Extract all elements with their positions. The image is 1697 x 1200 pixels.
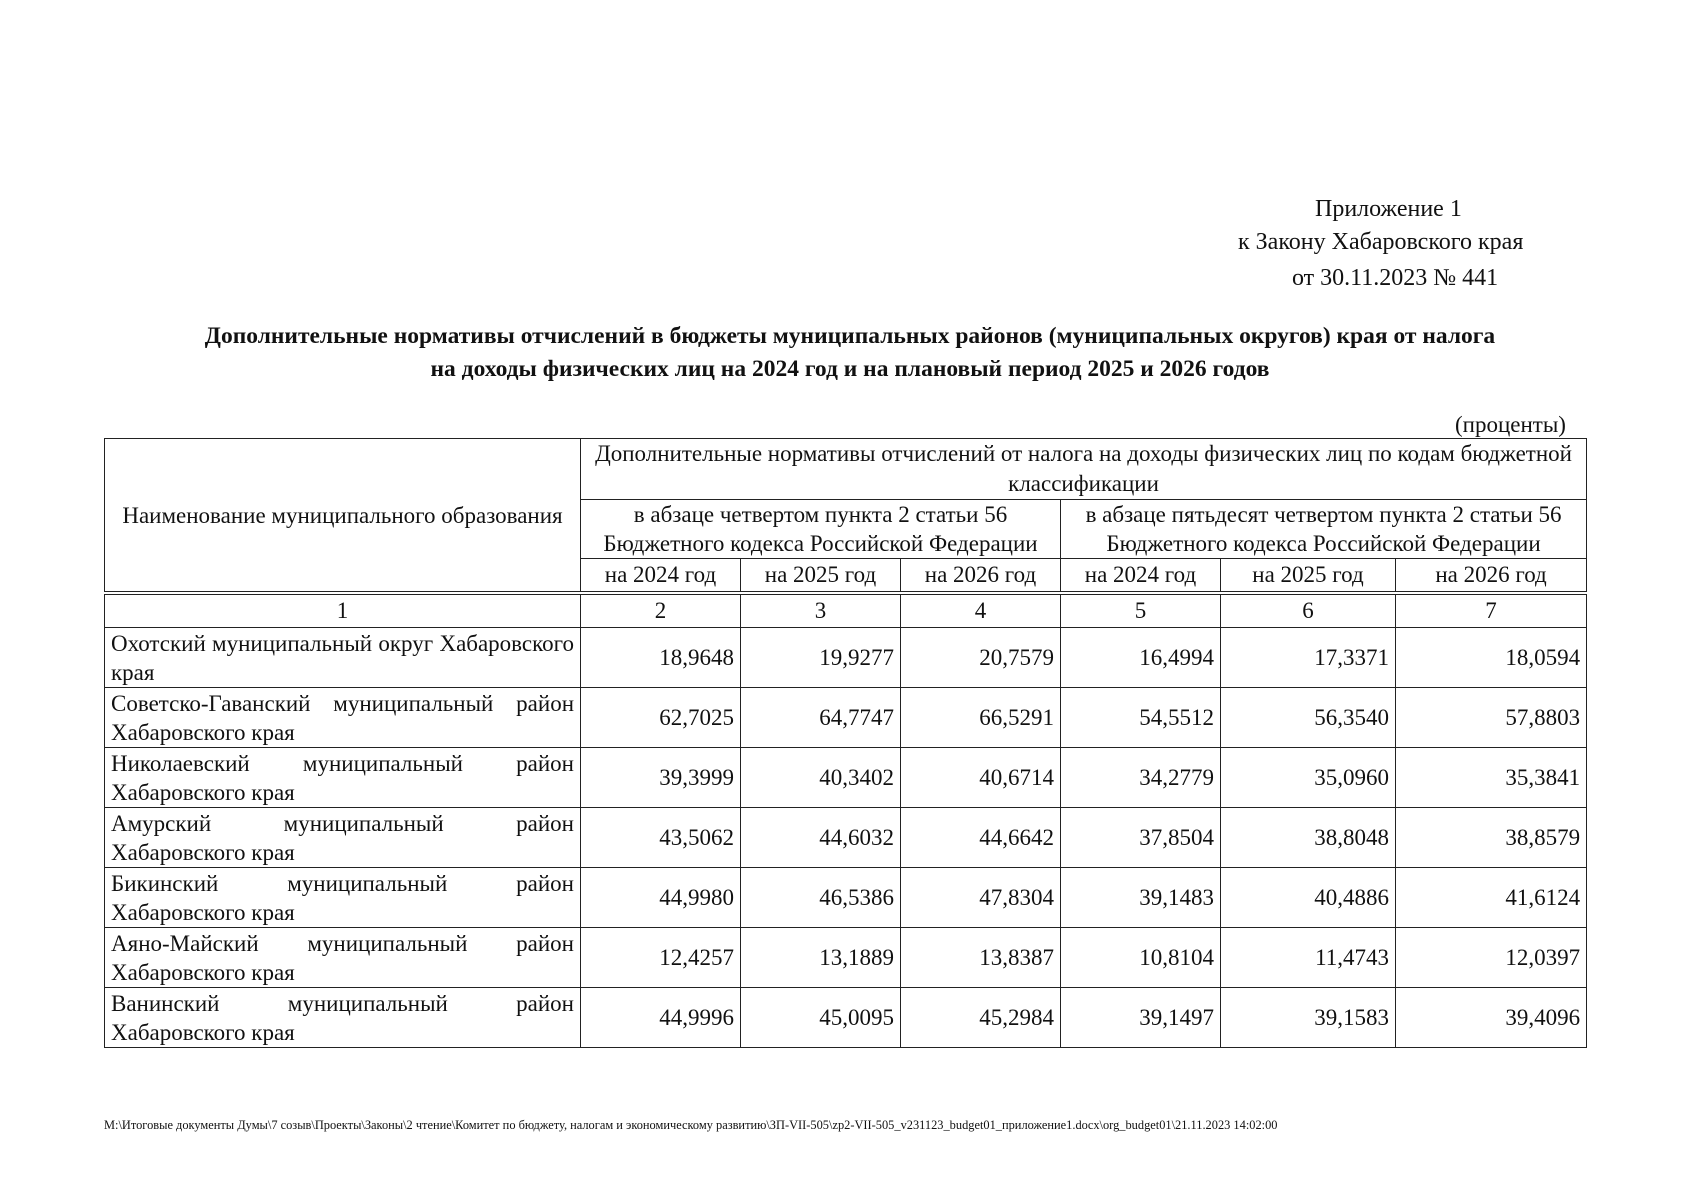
document-title: [100, 320, 1600, 386]
norm-value: 38,8579: [1396, 808, 1587, 868]
header-name: Наименование муниципального образования: [105, 439, 581, 592]
norm-value: 13,8387: [901, 928, 1061, 988]
header-sub-fourth-paragraph: в абзаце четвертом пункта 2 статьи 56 Бюджетного кодекса Российской Федерации: [581, 500, 1061, 559]
norm-value: 18,0594: [1396, 628, 1587, 688]
norm-value: 45,0095: [741, 988, 901, 1048]
norm-value: 39,3999: [581, 748, 741, 808]
table-row: [105, 808, 1587, 868]
norm-value: 47,8304: [901, 868, 1061, 928]
units-label: (проценты): [1455, 412, 1566, 437]
column-numbers-row: [105, 595, 1587, 628]
table-row: [105, 628, 1587, 688]
header-sub-fifty-fourth-paragraph: в абзаце пятьдесят четвертом пункта 2 статьи 56 Бюджетного кодекса Российской Федерации: [1061, 500, 1587, 559]
table-row: [105, 748, 1587, 808]
norm-value: 39,1583: [1221, 988, 1396, 1048]
appendix-label: Приложение 1: [1315, 196, 1462, 222]
norm-value: 66,5291: [901, 688, 1061, 748]
norm-value: 12,4257: [581, 928, 741, 988]
norm-value: 12,0397: [1396, 928, 1587, 988]
norm-value: 40,4886: [1221, 868, 1396, 928]
title-line-2: на доходы физических лиц на 2024 год и на плановый период 2025 и 2026 годов: [430, 356, 1270, 382]
municipality-name: Амурский муниципальный район Хабаровского края: [105, 808, 581, 868]
norm-value: 44,9980: [581, 868, 741, 928]
title-line-1: Дополнительные нормативы отчислений в бюджеты муниципальных районов (муниципальных округов) края от налога: [204, 323, 1496, 349]
norm-value: 18,9648: [581, 628, 741, 688]
norm-value: 44,9996: [581, 988, 741, 1048]
norm-value: 39,1497: [1061, 988, 1221, 1048]
norms-table: [104, 438, 1587, 1048]
norm-value: 40,6714: [901, 748, 1061, 808]
norm-value: 38,8048: [1221, 808, 1396, 868]
column-number: 2: [581, 595, 741, 628]
norm-value: 34,2779: [1061, 748, 1221, 808]
norm-value: 16,4994: [1061, 628, 1221, 688]
norm-value: 64,7747: [741, 688, 901, 748]
column-number: 7: [1396, 595, 1587, 628]
appendix-law-ref: к Закону Хабаровского края: [1238, 229, 1524, 255]
municipality-name: Советско-Гаванский муниципальный район Хабаровского края: [105, 688, 581, 748]
appendix-date-number: от 30.11.2023 № 441: [1292, 265, 1499, 291]
norm-value: 37,8504: [1061, 808, 1221, 868]
column-number: 5: [1061, 595, 1221, 628]
header-year: на 2026 год: [1396, 559, 1587, 592]
norm-value: 20,7579: [901, 628, 1061, 688]
norm-value: 19,9277: [741, 628, 901, 688]
municipality-name: Аяно-Майский муниципальный район Хабаровского края: [105, 928, 581, 988]
header-year: на 2025 год: [1221, 559, 1396, 592]
norm-value: 39,4096: [1396, 988, 1587, 1048]
table-row: [105, 928, 1587, 988]
norm-value: 10,8104: [1061, 928, 1221, 988]
municipality-name: Бикинский муниципальный район Хабаровского края: [105, 868, 581, 928]
norm-value: 35,0960: [1221, 748, 1396, 808]
header-year: на 2024 год: [1061, 559, 1221, 592]
header-group: Дополнительные нормативы отчислений от налога на доходы физических лиц по кодам бюджетной классификации: [581, 439, 1587, 500]
norm-value: 44,6642: [901, 808, 1061, 868]
table-row: [105, 988, 1587, 1048]
norm-value: 35,3841: [1396, 748, 1587, 808]
column-number: 3: [741, 595, 901, 628]
norm-value: 54,5512: [1061, 688, 1221, 748]
norm-value: 39,1483: [1061, 868, 1221, 928]
municipality-name: Ванинский муниципальный район Хабаровского края: [105, 988, 581, 1048]
norm-value: 57,8803: [1396, 688, 1587, 748]
norm-value: 46,5386: [741, 868, 901, 928]
norm-value: 45,2984: [901, 988, 1061, 1048]
column-number: 6: [1221, 595, 1396, 628]
column-number: 1: [105, 595, 581, 628]
norm-value: 56,3540: [1221, 688, 1396, 748]
municipality-name: Охотский муниципальный округ Хабаровского края: [105, 628, 581, 688]
norm-value: 43,5062: [581, 808, 741, 868]
header-year: на 2025 год: [741, 559, 901, 592]
table-row: [105, 868, 1587, 928]
file-path-footer: M:\Итоговые документы Думы\7 созыв\Проекты\Законы\2 чтение\Комитет по бюджету, налогам и экономическому развитию\ЗП-VII-505\zp2-VII-505_v231123_budget01_приложение1.docx\org_budget01\21.11.2023 14:02:00: [104, 1118, 1278, 1132]
column-number: 4: [901, 595, 1061, 628]
norm-value: 44,6032: [741, 808, 901, 868]
municipality-name: Николаевский муниципальный район Хабаровского края: [105, 748, 581, 808]
appendix-header: [1180, 193, 1580, 295]
norm-value: 11,4743: [1221, 928, 1396, 988]
norm-value: 62,7025: [581, 688, 741, 748]
norm-value: 13,1889: [741, 928, 901, 988]
header-year: на 2026 год: [901, 559, 1061, 592]
norm-value: 40,3402: [741, 748, 901, 808]
norm-value: 17,3371: [1221, 628, 1396, 688]
header-year: на 2024 год: [581, 559, 741, 592]
table-row: [105, 688, 1587, 748]
norm-value: 41,6124: [1396, 868, 1587, 928]
